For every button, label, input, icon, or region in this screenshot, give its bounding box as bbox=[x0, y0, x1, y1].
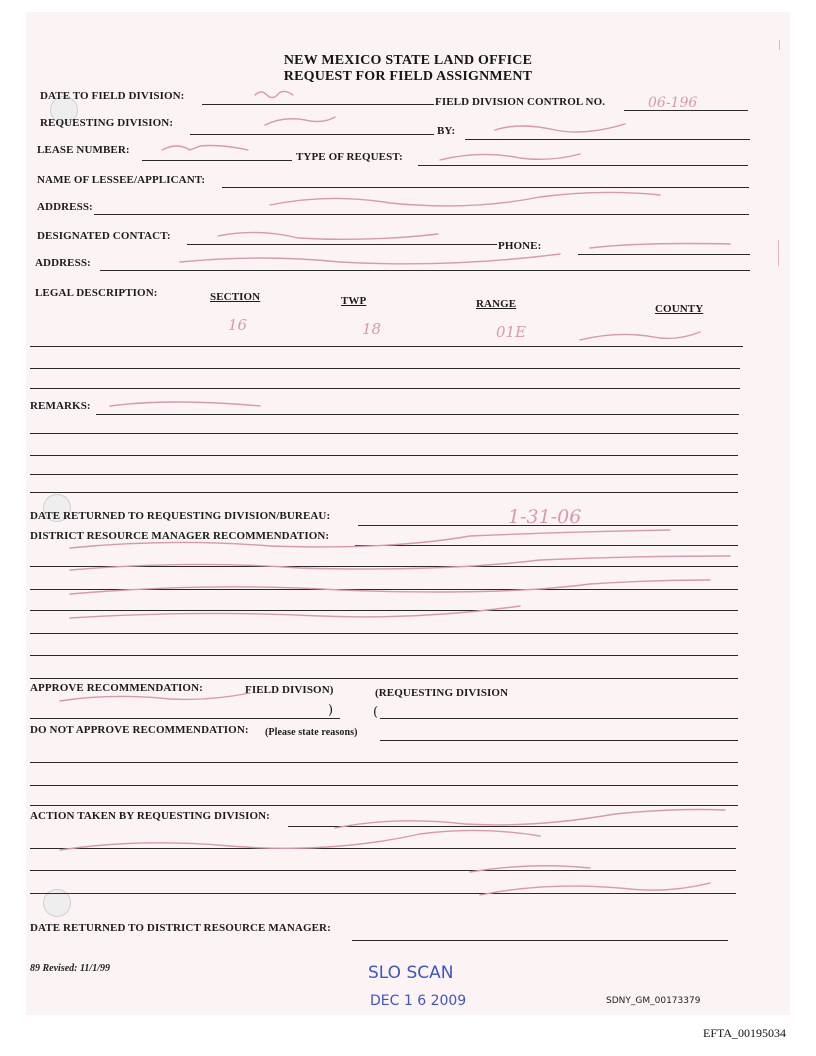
efta-number: EFTA_00195034 bbox=[703, 1026, 787, 1040]
handwriting-stroke bbox=[180, 254, 560, 264]
handwriting-stroke bbox=[70, 530, 670, 548]
handwriting-stroke bbox=[70, 580, 710, 594]
handwriting-stroke bbox=[70, 606, 520, 618]
range-value: 01E bbox=[496, 323, 527, 341]
form-title: REQUEST FOR FIELD ASSIGNMENT bbox=[283, 69, 533, 84]
date-returned-value: 1-31-06 bbox=[508, 506, 582, 528]
handwriting-stroke bbox=[70, 556, 730, 570]
scan-date-stamp: DEC 1 6 2009 bbox=[370, 993, 467, 1009]
lease-number-label: LEASE NUMBER: bbox=[37, 144, 130, 156]
legal-description-label: LEGAL DESCRIPTION: bbox=[35, 287, 158, 299]
date-to-field-label: DATE TO FIELD DIVISION: bbox=[40, 90, 185, 102]
control-no-value: 06-196 bbox=[648, 95, 698, 111]
range-header: RANGE bbox=[476, 298, 517, 310]
form-revised: 89 Revised: 11/1/99 bbox=[30, 963, 110, 974]
phone-label: PHONE: bbox=[498, 240, 542, 252]
address-label: ADDRESS: bbox=[37, 201, 93, 213]
date-returned-label: DATE RETURNED TO REQUESTING DIVISION/BUREAU: bbox=[30, 510, 331, 522]
handwriting-stroke bbox=[495, 124, 625, 132]
handwriting-stroke bbox=[162, 146, 248, 151]
type-of-request-label: TYPE OF REQUEST: bbox=[296, 151, 403, 163]
lessee-label: NAME OF LESSEE/APPLICANT: bbox=[37, 174, 206, 186]
requesting-division-bracket: ( bbox=[373, 705, 379, 720]
section-header: SECTION bbox=[210, 291, 261, 303]
agency-title: NEW MEXICO STATE LAND OFFICE bbox=[283, 53, 533, 68]
section-value: 16 bbox=[228, 316, 248, 334]
action-taken-label: ACTION TAKEN BY REQUESTING DIVISION: bbox=[30, 810, 270, 822]
handwriting-stroke bbox=[440, 154, 580, 160]
requesting-division-label: REQUESTING DIVISION: bbox=[40, 117, 174, 129]
by-label: BY: bbox=[437, 125, 456, 137]
state-reasons-label: (Please state reasons) bbox=[265, 727, 358, 738]
handwriting-stroke bbox=[580, 332, 700, 340]
control-no-label: FIELD DIVISION CONTROL NO. bbox=[435, 96, 606, 108]
approve-label: APPROVE RECOMMENDATION: bbox=[30, 682, 203, 694]
bates-number: SDNY_GM_00173379 bbox=[606, 996, 701, 1006]
handwriting-stroke bbox=[255, 91, 293, 97]
district-rec-label: DISTRICT RESOURCE MANAGER RECOMMENDATION: bbox=[30, 530, 330, 542]
twp-value: 18 bbox=[362, 320, 382, 338]
handwriting-stroke bbox=[335, 810, 725, 829]
county-header: COUNTY bbox=[655, 303, 704, 315]
handwriting-stroke bbox=[218, 232, 438, 239]
handwriting-stroke bbox=[480, 883, 710, 895]
handwriting-stroke bbox=[60, 693, 250, 701]
designated-contact-label: DESIGNATED CONTACT: bbox=[37, 230, 171, 242]
handwriting-stroke bbox=[60, 830, 540, 850]
handwriting-stroke bbox=[270, 192, 660, 205]
date-returned-drm-label: DATE RETURNED TO DISTRICT RESOURCE MANAGER: bbox=[30, 922, 331, 934]
handwriting-stroke bbox=[110, 402, 260, 406]
field-division-bracket: ) bbox=[328, 703, 334, 718]
twp-header: TWP bbox=[341, 295, 367, 307]
requesting-division-col-label: (REQUESTING DIVISION bbox=[375, 687, 509, 699]
handwriting-stroke bbox=[265, 117, 335, 125]
address2-label: ADDRESS: bbox=[35, 257, 91, 269]
do-not-approve-label: DO NOT APPROVE RECOMMENDATION: bbox=[30, 724, 249, 736]
handwriting-stroke bbox=[590, 244, 730, 249]
handwriting-stroke bbox=[470, 866, 590, 872]
remarks-label: REMARKS: bbox=[30, 400, 91, 412]
scan-stamp: SLO SCAN bbox=[368, 963, 454, 983]
field-division-label: FIELD DIVISON) bbox=[245, 684, 334, 696]
